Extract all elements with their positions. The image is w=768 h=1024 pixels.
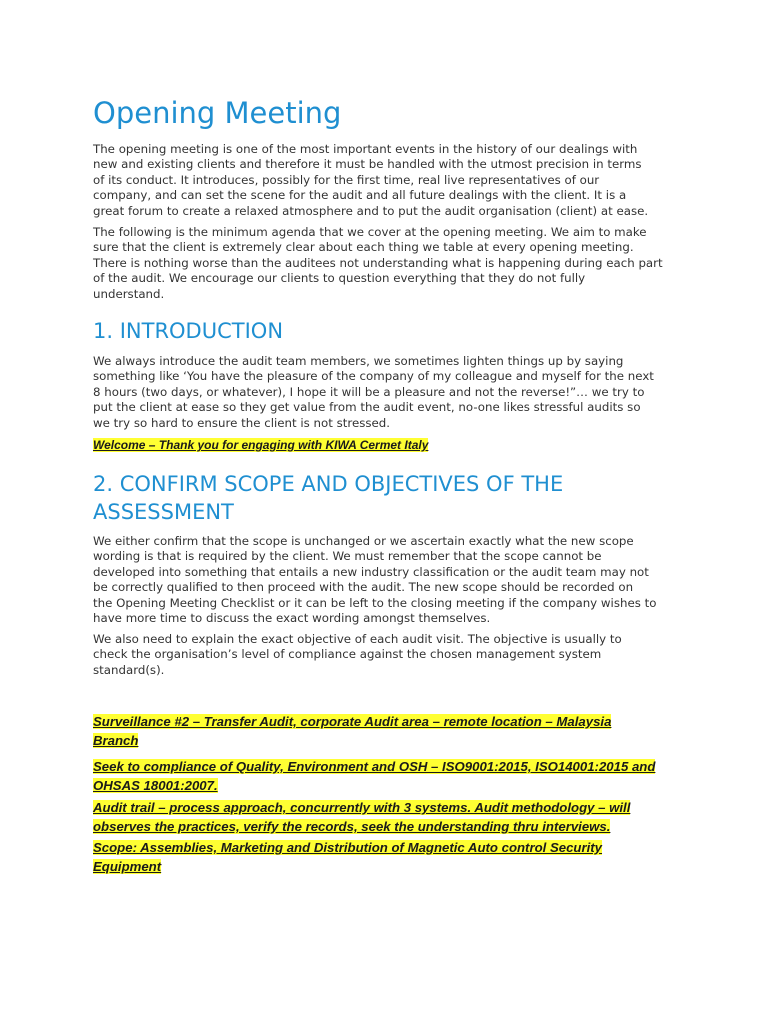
section-1-paragraph xyxy=(93,354,683,431)
text-line: The opening meeting is one of the most important events in the history of our dealings with xyxy=(93,142,638,156)
text-line: company, and can set the scene for the audit and all future dealings with the client. It is a xyxy=(93,188,627,203)
text-line: developed into something that entails a new industry classification or the audit team may not xyxy=(93,564,649,579)
text-line: understand. xyxy=(93,286,165,301)
highlighted-text: Welcome – Thank you for engaging with KIWA Cermet Italy xyxy=(93,438,429,452)
text-line: we try so hard to ensure the client is not stressed. xyxy=(93,415,391,430)
scope-highlight-3 xyxy=(93,798,683,836)
intro-paragraph-2 xyxy=(93,225,683,302)
scope-highlight-4 xyxy=(93,838,683,876)
text-line: new and existing clients and therefore it must be handled with the utmost precision in terms xyxy=(93,157,642,172)
text-line: of the audit. We encourage our clients to question everything that they do not fully xyxy=(93,271,586,286)
scope-highlight-1 xyxy=(93,712,683,750)
text-line: put the client at ease so they get value from the audit event, no-one likes stressful audits so xyxy=(93,400,641,415)
highlighted-text: Equipment xyxy=(93,859,162,874)
highlighted-text: Audit trail – process approach, concurrently with 3 systems. Audit methodology – will xyxy=(93,800,631,815)
highlighted-text: OHSAS 18001:2007. xyxy=(93,778,218,793)
text-line: wording is that is required by the client. We must remember that the scope cannot be xyxy=(93,549,602,564)
heading-line: 2. CONFIRM SCOPE AND OBJECTIVES OF THE xyxy=(93,472,564,496)
text-line: We also need to explain the exact objective of each audit visit. The objective is usually to xyxy=(93,632,622,646)
intro-paragraph-1 xyxy=(93,142,683,219)
heading-line: ASSESSMENT xyxy=(93,500,234,524)
text-line: be correctly qualified to then proceed with the audit. The new scope should be recorded on xyxy=(93,580,634,595)
highlighted-text: Branch xyxy=(93,733,139,748)
section-2-paragraph-2 xyxy=(93,632,683,678)
text-line: There is nothing worse than the auditees not understanding what is happening during each part xyxy=(93,255,663,270)
text-line: something like ‘You have the pleasure of the company of my colleague and myself for the next xyxy=(93,369,654,384)
section-2-paragraph-1 xyxy=(93,534,683,626)
text-line: We always introduce the audit team members, we sometimes lighten things up by saying xyxy=(93,354,624,368)
text-line: of its conduct. It introduces, possibly for the first time, real live representatives of our xyxy=(93,172,600,187)
highlighted-text: observes the practices, verify the records, seek the understanding thru interviews. xyxy=(93,819,611,834)
text-line: sure that the client is extremely clear about each thing we table at every opening meeting. xyxy=(93,240,634,255)
highlighted-text: Seek to compliance of Quality, Environment and OSH – ISO9001:2015, ISO14001:2015 and xyxy=(93,759,656,774)
text-line: standard(s). xyxy=(93,662,165,677)
text-line: We either confirm that the scope is unchanged or we ascertain exactly what the new scope xyxy=(93,534,634,548)
text-line: have more time to discuss the exact wording amongst themselves. xyxy=(93,611,491,626)
section-1-heading: 1. INTRODUCTION xyxy=(93,319,284,343)
text-line: The following is the minimum agenda that we cover at the opening meeting. We aim to make xyxy=(93,225,647,239)
section-1-highlight xyxy=(93,436,683,454)
highlighted-text: Scope: Assemblies, Marketing and Distribution of Magnetic Auto control Security xyxy=(93,840,603,855)
text-line: 8 hours (two days, or whatever), I hope it will be a pleasure and not the reverse!”… we try to xyxy=(93,384,645,399)
section-2-heading xyxy=(93,470,563,526)
scope-highlight-2 xyxy=(93,757,683,795)
text-line: great forum to create a relaxed atmosphere and to put the audit organisation (client) at ease. xyxy=(93,203,649,218)
text-line: check the organisation’s level of compliance against the chosen management system xyxy=(93,647,602,662)
page-title: Opening Meeting xyxy=(93,96,342,130)
highlighted-text: Surveillance #2 – Transfer Audit, corporate Audit area – remote location – Malaysia xyxy=(93,714,612,729)
text-line: the Opening Meeting Checklist or it can be left to the closing meeting if the company wishes to xyxy=(93,595,657,610)
